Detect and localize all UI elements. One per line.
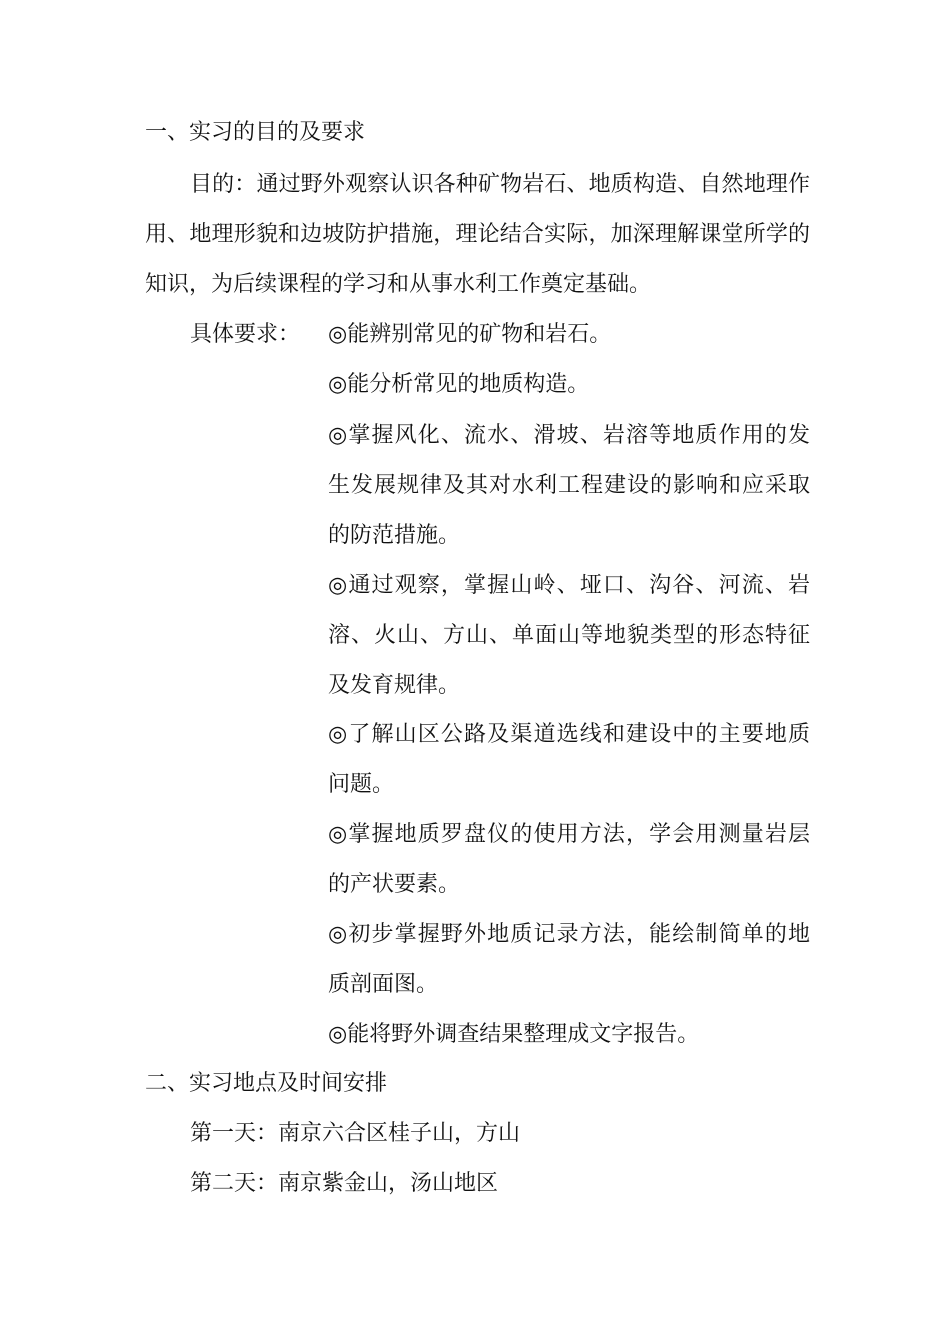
purpose-line-2: 用、地理形貌和边坡防护措施，理论结合实际，加深理解课堂所学的: [145, 222, 810, 247]
requirement-line: ◎初步掌握野外地质记录方法，能绘制简单的地: [328, 922, 810, 947]
requirement-line: ◎能分析常见的地质构造。: [328, 372, 590, 397]
purpose-line-1: 目的：通过野外观察认识各种矿物岩石、地质构造、自然地理作: [190, 172, 810, 197]
requirement-line: 质剖面图。: [328, 972, 439, 997]
requirement-line: 问题。: [328, 772, 395, 797]
purpose-line-3: 知识，为后续课程的学习和从事水利工作奠定基础。: [145, 272, 652, 297]
schedule-day-2: 第二天：南京紫金山，汤山地区: [190, 1171, 499, 1196]
requirement-line: 的产状要素。: [328, 872, 461, 897]
requirement-line: ◎掌握地质罗盘仪的使用方法，学会用测量岩层: [328, 822, 810, 847]
requirement-line: ◎能将野外调查结果整理成文字报告。: [328, 1022, 700, 1047]
section-1-heading: 一、实习的目的及要求: [145, 120, 366, 145]
requirement-line: 生发展规律及其对水利工程建设的影响和应采取: [328, 473, 810, 498]
section-2-heading: 二、实习地点及时间安排: [145, 1071, 388, 1096]
requirement-line: ◎了解山区公路及渠道选线和建设中的主要地质: [328, 722, 810, 747]
requirements-label: 具体要求：: [190, 322, 301, 347]
requirement-line: ◎通过观察，掌握山岭、垭口、沟谷、河流、岩: [328, 573, 810, 598]
schedule-day-1: 第一天：南京六合区桂子山，方山: [190, 1121, 521, 1146]
requirement-line: 的防范措施。: [328, 523, 461, 548]
requirement-line: 溶、火山、方山、单面山等地貌类型的形态特征: [328, 623, 810, 648]
requirement-line: ◎掌握风化、流水、滑坡、岩溶等地质作用的发: [328, 423, 810, 448]
requirement-line: 及发育规律。: [328, 673, 461, 698]
requirement-line: ◎能辨别常见的矿物和岩石。: [328, 322, 612, 347]
